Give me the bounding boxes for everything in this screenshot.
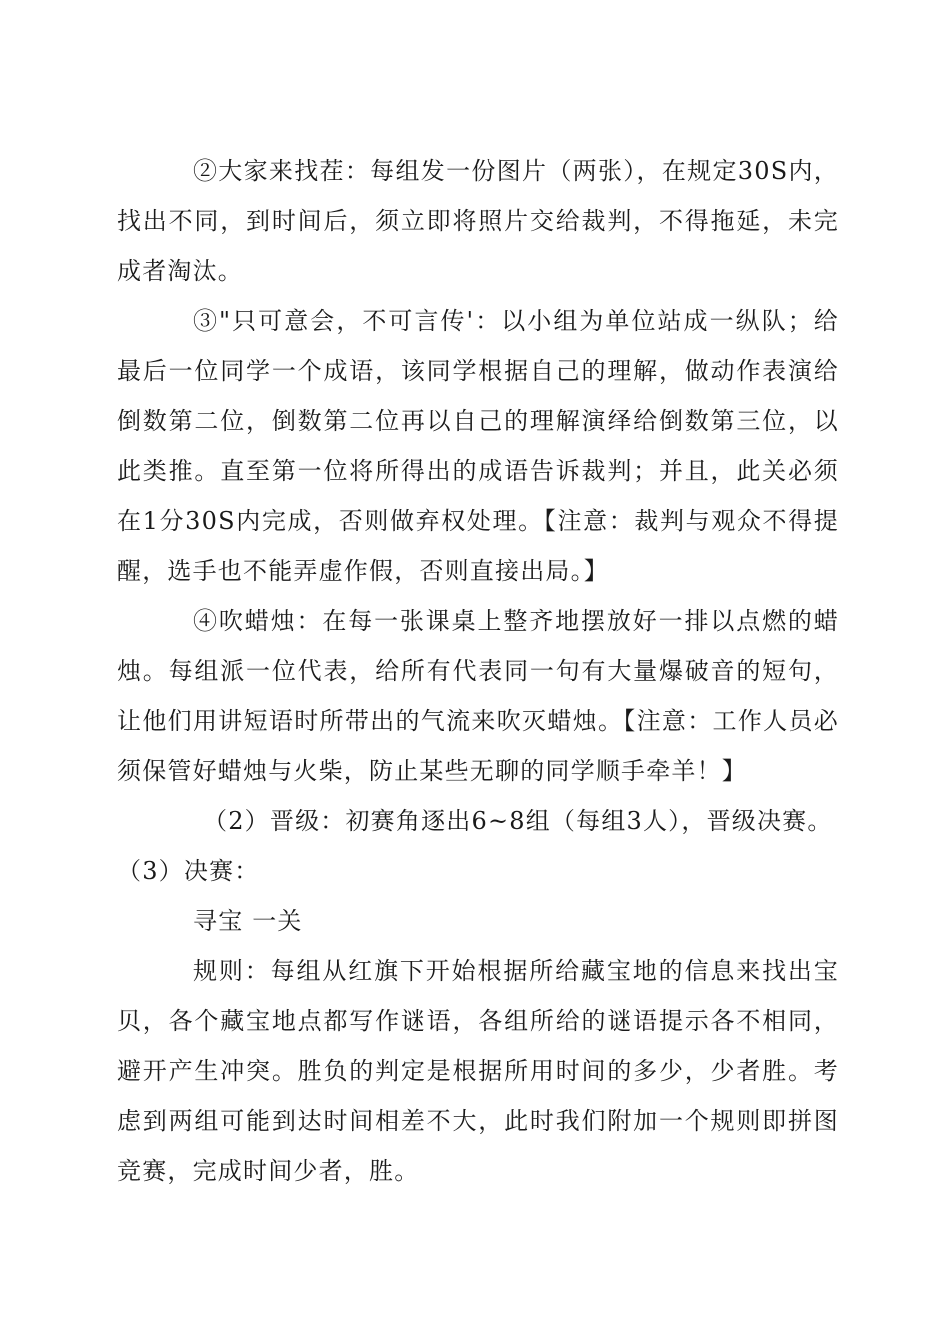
paragraph-treasure-hunt-title: 寻宝 一关 — [193, 907, 303, 935]
paragraph-finals-heading: （3）决赛： — [117, 857, 260, 885]
paragraph-advancement: （2）晋级：初赛角逐出6~8组（每组3人），晋级决赛。 — [203, 807, 833, 835]
paragraph-treasure-hunt-rules: 规则：每组从红旗下开始根据所给藏宝地的信息来找出宝贝，各个藏宝地点都写作谜语，各组所给的谜语提示各不相同，避开产生冲突。胜负的判定是根据所用时间的多少，少者胜。考虑到两组可能到达时间相差不大，此时我们附加一个规则即拼图竞赛，完成时间少者，胜。 — [117, 957, 839, 1185]
document-body — [117, 146, 839, 1196]
paragraph-charades: ③"只可意会，不可言传'：以小组为单位站成一纵队；给最后一位同学一个成语，该同学根据自己的理解，做动作表演给倒数第二位，倒数第二位再以自己的理解演绎给倒数第三位，以此类推。直至第一位将所得出的成语告诉裁判；并且，此关必须在1分30S内完成，否则做弃权处理。【注意：裁判与观众不得提醒，选手也不能弄虚作假，否则直接出局。】 — [117, 307, 839, 585]
paragraph-spot-the-difference: ②大家来找茬：每组发一份图片（两张），在规定30S内，找出不同，到时间后，须立即将照片交给裁判，不得拖延，未完成者淘汰。 — [117, 157, 839, 285]
paragraph-blow-candles: ④吹蜡烛：在每一张课桌上整齐地摆放好一排以点燃的蜡烛。每组派一位代表，给所有代表同一句有大量爆破音的短句，让他们用讲短语时所带出的气流来吹灭蜡烛。【注意：工作人员必须保管好蜡烛与火柴，防止某些无聊的同学顺手牵羊！】 — [117, 607, 839, 785]
